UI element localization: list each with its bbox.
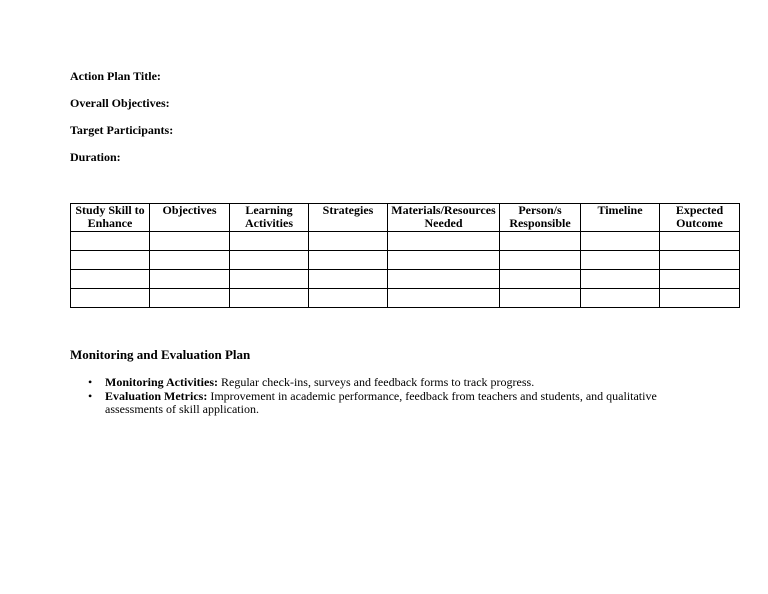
table-cell[interactable] [660,232,740,251]
table-cell[interactable] [150,251,230,270]
table-cell[interactable] [71,232,150,251]
table-cell[interactable] [581,232,660,251]
table-cell[interactable] [388,251,500,270]
table-cell[interactable] [581,270,660,289]
table-row [71,270,740,289]
col-header-learning-activities: Learning Activities [230,204,309,232]
table-cell[interactable] [309,289,388,308]
table-cell[interactable] [230,251,309,270]
table-cell[interactable] [150,289,230,308]
overall-objectives-label: Overall Objectives: [70,96,170,110]
list-item-label: Evaluation Metrics: [105,388,208,403]
col-header-expected-outcome: Expected Outcome [660,204,740,232]
table-header-row [71,204,740,232]
table-cell[interactable] [150,270,230,289]
col-header-study-skill: Study Skill to Enhance [71,204,150,232]
bullet-icon: • [88,375,93,389]
table-cell[interactable] [500,232,581,251]
table-cell[interactable] [71,251,150,270]
col-header-objectives: Objectives [150,204,230,232]
table-cell[interactable] [500,270,581,289]
table-cell[interactable] [150,232,230,251]
table-cell[interactable] [660,289,740,308]
list-item [88,388,685,417]
table-cell[interactable] [500,251,581,270]
bullet-icon: • [88,388,93,403]
table-cell[interactable] [660,270,740,289]
table-cell[interactable] [230,232,309,251]
duration-label: Duration: [70,150,121,164]
table-cell[interactable] [660,251,740,270]
col-header-timeline: Timeline [581,204,660,232]
table-row [71,232,740,251]
col-header-persons-responsible: Person/s Responsible [500,204,581,232]
action-plan-table [70,203,740,308]
table-cell[interactable] [230,289,309,308]
table-cell[interactable] [71,289,150,308]
list-item-label: Monitoring Activities: [105,375,218,389]
monitoring-evaluation-heading: Monitoring and Evaluation Plan [70,347,251,362]
list-item-text: Regular check-ins, surveys and feedback forms to track progress. [217,375,535,389]
col-header-strategies: Strategies [309,204,388,232]
target-participants-label: Target Participants: [70,123,174,137]
action-plan-title-label: Action Plan Title: [70,69,161,83]
table-cell[interactable] [581,251,660,270]
table-row [71,289,740,308]
table-cell[interactable] [309,232,388,251]
monitoring-list [70,376,685,417]
list-item-text: Improvement in academic performance, feedback from teachers and students, and qualitative assessments of skill application. [105,388,657,416]
table-cell[interactable] [581,289,660,308]
list-item [88,375,685,390]
table-cell[interactable] [309,251,388,270]
table-cell[interactable] [388,270,500,289]
table-row [71,251,740,270]
table-cell[interactable] [230,270,309,289]
table-cell[interactable] [500,289,581,308]
col-header-materials: Materials/Resources Needed [388,204,500,232]
table-cell[interactable] [309,270,388,289]
table-cell[interactable] [71,270,150,289]
table-cell[interactable] [388,232,500,251]
table-cell[interactable] [388,289,500,308]
